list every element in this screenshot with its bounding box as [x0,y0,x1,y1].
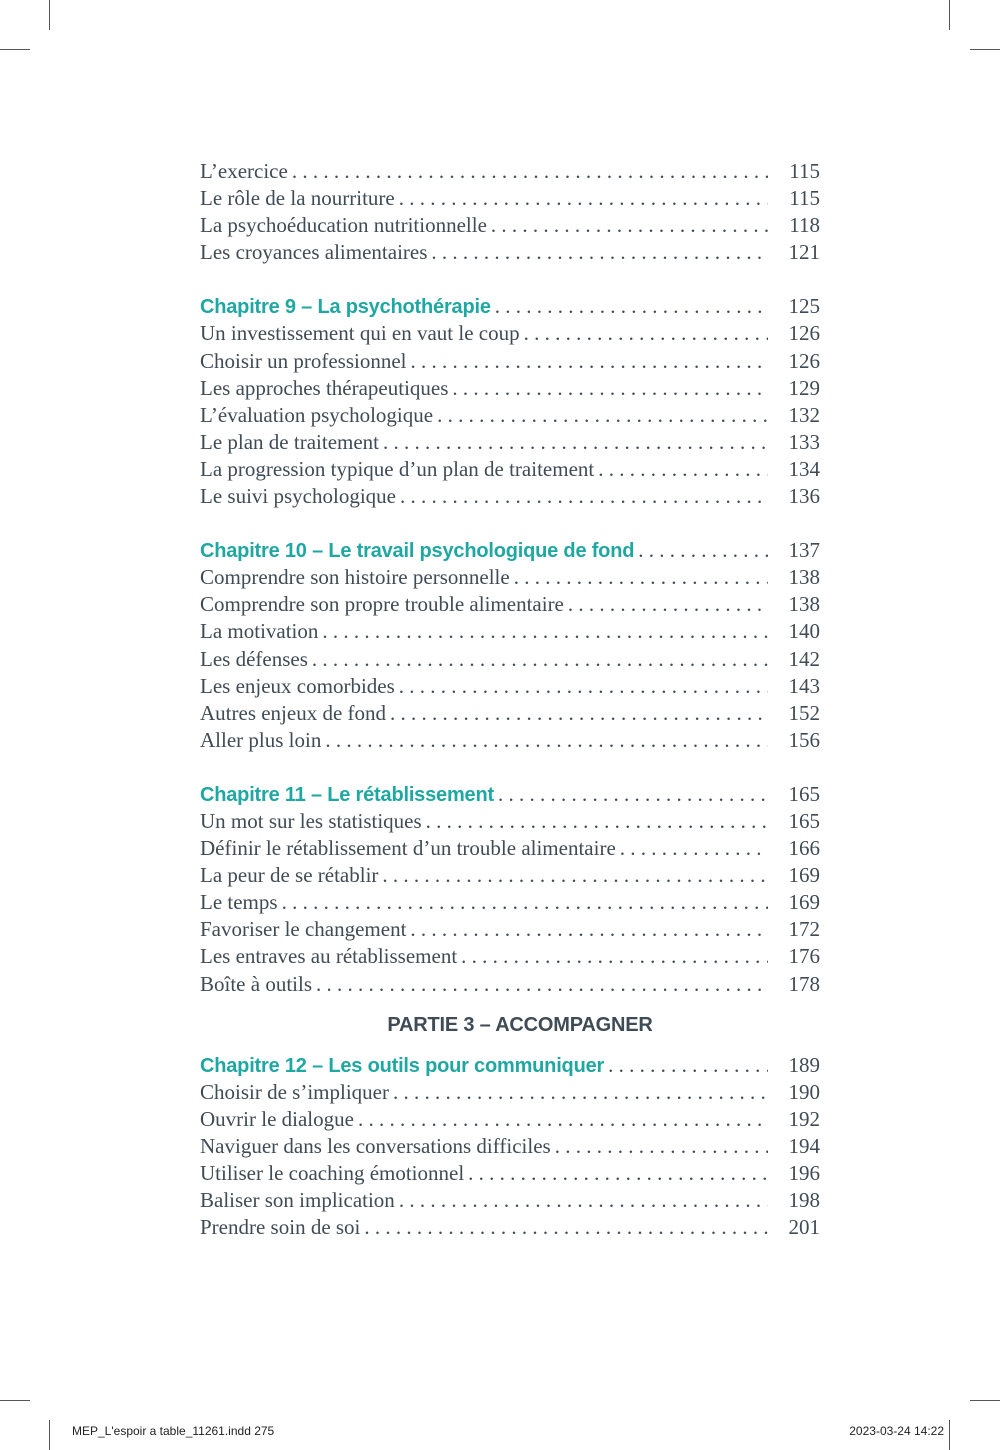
page-number: 125 [788,294,820,319]
page-number: 134 [788,456,820,481]
entry-title: Définir le rétablissement d’un trouble alimentaire [200,836,616,861]
toc-entry-row [200,1160,820,1187]
dot-leader [360,1214,768,1241]
page-number: 138 [788,565,820,590]
crop-mark-top-left-h [0,49,30,50]
section-spacer [200,754,820,781]
toc-entry-row [200,591,820,618]
toc-entry-row [200,185,820,212]
dot-leader [278,889,768,916]
toc-entry-row [200,1187,820,1214]
entry-title: Aller plus loin [200,727,322,752]
toc-entry-row [200,646,820,673]
page-number: 176 [788,944,820,969]
crop-mark-bottom-left-h [0,1400,30,1401]
toc-entry-row [200,375,820,402]
toc-entry-row [200,727,820,754]
toc-entry-row [200,808,820,835]
page-number: 194 [788,1133,820,1158]
chapter-title: Chapitre 10 – Le travail psychologique de fond [200,540,635,563]
page-number: 169 [788,863,820,888]
entry-title: Les défenses [200,646,308,671]
crop-mark-top-right-v [949,0,950,30]
section-spacer [200,266,820,293]
dot-leader [487,212,768,239]
entry-title: Le suivi psychologique [200,484,396,509]
toc-entry-row [200,618,820,645]
page-number: 156 [788,727,820,752]
slug-date-label: 2023-03-24 14:22 [849,1424,944,1438]
toc-entry-row [200,1106,820,1133]
dot-leader [433,402,768,429]
entry-title: Ouvrir le dialogue [200,1106,354,1131]
entry-title: Naviguer dans les conversations difficiles [200,1133,551,1158]
dot-leader [396,483,768,510]
entry-title: Le temps [200,890,278,915]
dot-leader [321,727,768,754]
entry-title: Le plan de traitement [200,429,380,454]
page-number: 133 [788,429,820,454]
dot-leader [616,835,768,862]
dot-leader [312,971,768,998]
toc-entry-row [200,483,820,510]
page-number: 198 [788,1188,820,1213]
entry-title: La peur de se rétablir [200,863,379,888]
page-number: 137 [788,538,820,563]
section-spacer [200,510,820,537]
page-number: 143 [788,673,820,698]
dot-leader [634,537,768,564]
entry-title: Baliser son implication [200,1188,395,1213]
page-number: 138 [788,592,820,617]
dot-leader [406,916,768,943]
entry-title: Un investissement qui en vaut le coup [200,321,520,346]
toc-chapter-row [200,1052,820,1079]
entry-title: Autres enjeux de fond [200,700,387,725]
page-number: 152 [788,700,820,725]
dot-leader [457,943,768,970]
entry-title: Boîte à outils [200,971,312,996]
chapter-title: Chapitre 11 – Le rétablissement [200,783,494,806]
crop-mark-bottom-right-v [949,1420,950,1450]
entry-title: Utiliser le coaching émotionnel [200,1161,465,1185]
page-number: 121 [788,240,820,265]
page-number: 115 [789,159,820,183]
page-number: 165 [788,808,820,833]
toc-entry-row [200,1214,820,1241]
dot-leader [406,348,768,375]
page-number: 132 [788,402,820,427]
entry-title: Choisir un professionnel [200,348,407,373]
dot-leader [422,808,768,835]
entry-title: Les approches thérapeutiques [200,375,449,400]
page-number: 126 [788,348,820,373]
page-number: 129 [788,375,820,400]
entry-title: L’évaluation psychologique [200,402,434,427]
page-number: 172 [788,917,820,942]
entry-title: Le rôle de la nourriture [200,186,395,211]
dot-leader [491,293,768,320]
crop-mark-bottom-right-h [970,1400,1000,1401]
dot-leader [395,185,768,212]
entry-title: Favoriser le changement [200,917,407,942]
toc-entry-row [200,673,820,700]
page-number: 201 [788,1215,820,1240]
entry-title: La psychoéducation nutritionnelle [200,213,487,238]
page-number: 142 [788,646,820,671]
toc-entry-row [200,943,820,970]
dot-leader [379,429,768,456]
dot-leader [378,862,768,889]
page-number: 126 [788,321,820,346]
page-number: 190 [788,1079,820,1104]
dot-leader [494,781,768,808]
dot-leader [395,1187,768,1214]
page-number: 136 [788,484,820,509]
toc-entry-row [200,212,820,239]
entry-title: Comprendre son propre trouble alimentaire [200,592,564,617]
toc-entry-row [200,862,820,889]
dot-leader [464,1160,768,1187]
dot-leader [594,456,768,483]
toc-entry-row [200,429,820,456]
toc-chapter-row [200,293,820,320]
chapter-title: Chapitre 9 – La psychothérapie [200,296,491,319]
toc-chapter-row [200,537,820,564]
toc-chapter-row [200,781,820,808]
toc-entry-row [200,320,820,347]
page-number: 140 [788,619,820,644]
toc-entry-row [200,456,820,483]
crop-mark-bottom-left-v [49,1420,50,1450]
page-number: 169 [788,890,820,915]
dot-leader [551,1133,768,1160]
toc-entry-row [200,348,820,375]
dot-leader [604,1052,768,1079]
table-of-contents [200,158,820,1241]
toc-entry-row [200,835,820,862]
slug-file-label: MEP_L'espoir a table_11261.indd 275 [72,1424,275,1438]
page-number: 192 [788,1106,820,1131]
entry-title: Comprendre son histoire personnelle [200,565,510,590]
toc-entry-row [200,1079,820,1106]
entry-title: Choisir de s’impliquer [200,1079,389,1104]
entry-title: Les croyances alimentaires [200,240,428,265]
entry-title: La progression typique d’un plan de traitement [200,456,595,481]
dot-leader [448,375,768,402]
crop-mark-top-left-v [49,0,50,30]
dot-leader [427,239,768,266]
page-number: 166 [788,836,820,861]
page-number: 115 [789,186,820,211]
entry-title: La motivation [200,619,319,644]
entry-title: L’exercice [200,159,288,183]
page-number: 165 [788,781,820,806]
page-number: 189 [788,1052,820,1077]
toc-entry-row [200,402,820,429]
entry-title: Un mot sur les statistiques [200,808,422,833]
dot-leader [386,700,768,727]
entry-title: Prendre soin de soi [200,1215,361,1240]
chapter-title: Chapitre 12 – Les outils pour communiquer [200,1054,605,1077]
entry-title: Les entraves au rétablissement [200,944,458,969]
toc-entry-row [200,564,820,591]
toc-entry-row [200,700,820,727]
dot-leader [308,646,768,673]
dot-leader [520,320,768,347]
dot-leader [395,673,768,700]
toc-entry-row [200,916,820,943]
dot-leader [564,591,768,618]
entry-title: Les enjeux comorbides [200,673,395,698]
toc-entry-row [200,1133,820,1160]
part-heading: PARTIE 3 – ACCOMPAGNER [387,1013,653,1036]
dot-leader [510,564,768,591]
toc-entry-row [200,239,820,266]
page-number: 178 [788,971,820,996]
toc-entry-row [200,889,820,916]
page-number: 118 [789,213,820,238]
dot-leader [288,158,768,185]
dot-leader [318,618,768,645]
toc-entry-row [200,158,820,185]
dot-leader [389,1079,768,1106]
crop-mark-top-right-h [970,49,1000,50]
dot-leader [354,1106,768,1133]
page-number: 196 [788,1161,820,1185]
toc-entry-row [200,971,820,998]
